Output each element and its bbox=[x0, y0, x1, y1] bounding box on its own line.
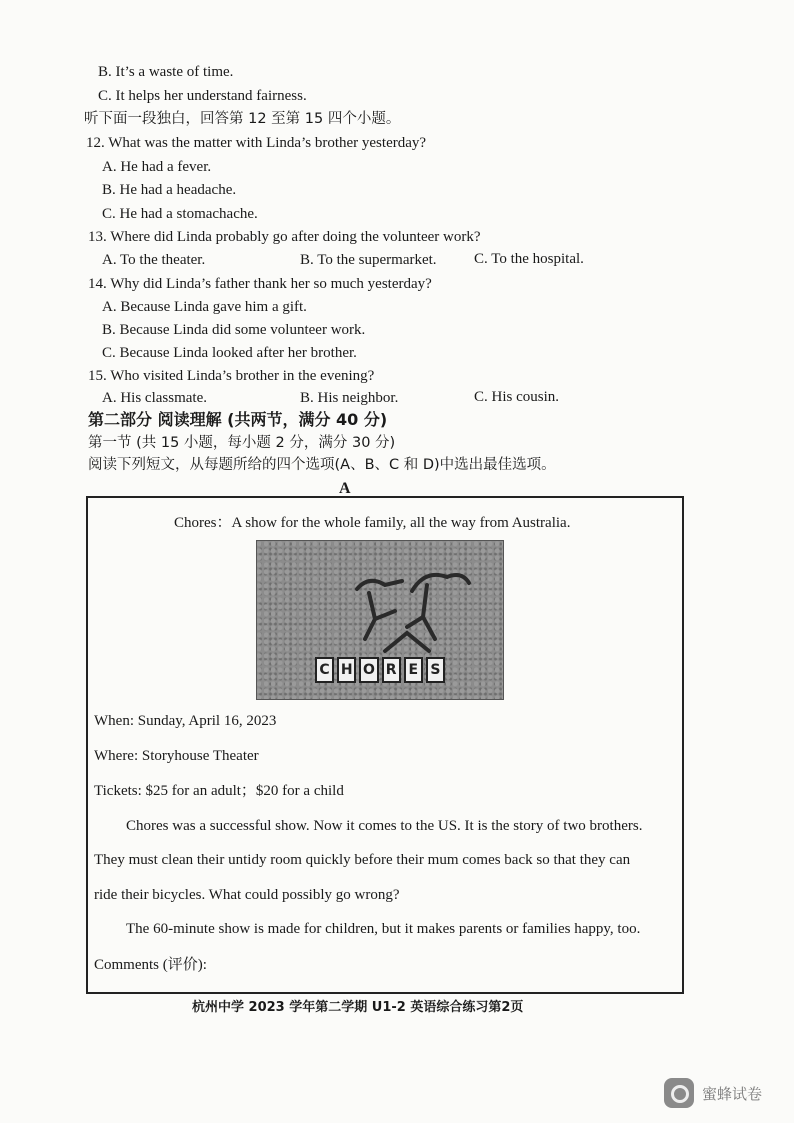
poster-letter: E bbox=[404, 657, 423, 683]
line-c: C. It helps her understand fairness. bbox=[98, 88, 307, 104]
watermark bbox=[664, 1078, 762, 1108]
part-2-heading: 第二部分 阅读理解 (共两节，满分 40 分) bbox=[88, 410, 388, 429]
paragraph-1-line-2: They must clean their untidy room quickly before their mum comes back so that they can bbox=[94, 852, 631, 868]
option-14c: C. Because Linda looked after her brother. bbox=[102, 345, 357, 361]
show-header: Chores：A show for the whole family, all the way from Australia. bbox=[174, 515, 571, 531]
question-13: 13. Where did Linda probably go after doing the volunteer work? bbox=[88, 229, 481, 245]
poster-letter: R bbox=[382, 657, 401, 683]
section-1-heading: 第一节 (共 15 小题，每小题 2 分，满分 30 分) bbox=[88, 435, 396, 451]
option-15b: B. His neighbor. bbox=[300, 390, 399, 406]
paragraph-1-line-3: ride their bicycles. What could possibly go wrong? bbox=[94, 887, 400, 903]
question-15: 15. Who visited Linda’s brother in the evening? bbox=[88, 368, 375, 384]
option-12a: A. He had a fever. bbox=[102, 159, 212, 175]
monologue-instruction: 听下面一段独白，回答第 12 至第 15 四个小题。 bbox=[84, 111, 401, 127]
passage-label: A bbox=[339, 480, 351, 497]
poster-image bbox=[256, 540, 504, 700]
option-14b: B. Because Linda did some volunteer work. bbox=[102, 322, 366, 338]
paragraph-1-line-1: Chores was a successful show. Now it comes to the US. It is the story of two brothers. bbox=[126, 818, 643, 834]
poster-letter: H bbox=[337, 657, 356, 683]
comments-label: Comments (评价): bbox=[94, 957, 207, 973]
option-13a: A. To the theater. bbox=[102, 252, 206, 268]
where-line: Where: Storyhouse Theater bbox=[94, 748, 259, 764]
paragraph-2: The 60-minute show is made for children, but it makes parents or families happy, too. bbox=[126, 921, 641, 937]
question-14: 14. Why did Linda’s father thank her so much yesterday? bbox=[88, 276, 432, 292]
option-14a: A. Because Linda gave him a gift. bbox=[102, 299, 307, 315]
line-b: B. It’s a waste of time. bbox=[98, 64, 234, 80]
reading-instruction: 阅读下列短文，从每题所给的四个选项(A、B、C 和 D)中选出最佳选项。 bbox=[88, 457, 556, 473]
watermark-text: 蜜蜂试卷 bbox=[702, 1084, 763, 1103]
when-line: When: Sunday, April 16, 2023 bbox=[94, 713, 277, 729]
option-12b: B. He had a headache. bbox=[102, 182, 237, 198]
question-12: 12. What was the matter with Linda’s brother yesterday? bbox=[86, 135, 427, 151]
poster-letter: C bbox=[315, 657, 334, 683]
tickets-line: Tickets: $25 for an adult；$20 for a child bbox=[94, 783, 344, 799]
page-footer: 杭州中学 2023 学年第二学期 U1-2 英语综合练习第2页 bbox=[192, 1000, 524, 1015]
poster-letter: O bbox=[359, 657, 378, 683]
poster-letter: S bbox=[426, 657, 445, 683]
option-15a: A. His classmate. bbox=[102, 390, 207, 406]
option-12c: C. He had a stomachache. bbox=[102, 206, 258, 222]
poster-title bbox=[315, 657, 445, 683]
option-15c: C. His cousin. bbox=[474, 389, 560, 405]
option-13c: C. To the hospital. bbox=[474, 251, 584, 267]
watermark-logo-icon bbox=[664, 1078, 694, 1108]
option-13b: B. To the supermarket. bbox=[300, 252, 437, 268]
